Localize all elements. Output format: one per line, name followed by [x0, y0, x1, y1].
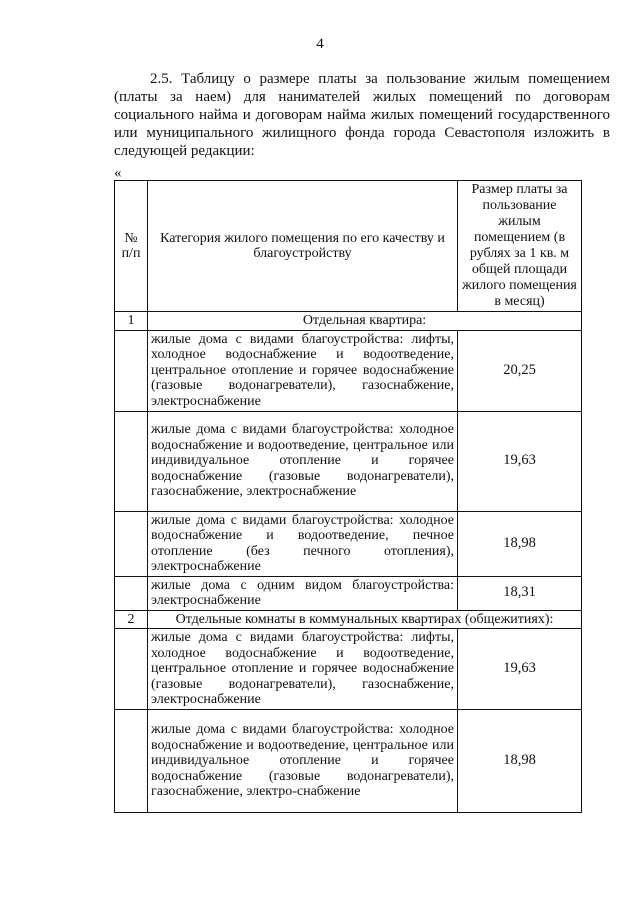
row-number-cell	[115, 710, 148, 813]
table-row	[115, 710, 582, 813]
rent-rate-table	[114, 180, 582, 813]
page-number: 4	[316, 36, 324, 52]
category-cell: жилые дома с видами благоустройства: холодное водоснабжение и водоотведение, печное отопление (без печного отопления), электроснабжение	[148, 511, 458, 576]
rate-cell: 19,63	[458, 629, 582, 710]
table-row	[115, 629, 582, 710]
table-header-row	[115, 181, 582, 312]
rate-cell: 20,25	[458, 330, 582, 411]
row-number-cell	[115, 576, 148, 610]
category-cell: жилые дома с видами благоустройства: лифты, холодное водоснабжение и водоотведение, центральное отопление и горячее водоснабжение (газовые водонагреватели), газоснабжение, электроснабжение	[148, 629, 458, 710]
header-rate: Размер платы за пользование жилым помещением (в рублях за 1 кв. м общей площади жилого помещения в месяц)	[458, 181, 582, 312]
opening-quote-mark: «	[114, 165, 122, 181]
row-number-cell	[115, 330, 148, 411]
table-row	[115, 411, 582, 511]
rate-cell: 18,98	[458, 511, 582, 576]
header-category: Категория жилого помещения по его качеству и благоустройству	[148, 181, 458, 312]
category-cell: жилые дома с видами благоустройства: холодное водоснабжение и водоотведение, центральное или индивидуальное отопление и горячее водоснабжение (газовые водонагреватели), газоснабжение, электроснабжение	[148, 411, 458, 511]
header-number: № п/п	[115, 181, 148, 312]
category-cell: жилые дома с видами благоустройства: холодное водоснабжение и водоотведение, центральное или индивидуальное отопление и горячее водоснабжение (газовые водонагреватели), газоснабжение, электро-снабжение	[148, 710, 458, 813]
section-row-2	[115, 610, 582, 629]
table-row	[115, 330, 582, 411]
section-number: 1	[115, 312, 148, 331]
row-number-cell	[115, 411, 148, 511]
row-number-cell	[115, 511, 148, 576]
section-title: Отдельная квартира:	[148, 312, 582, 331]
row-number-cell	[115, 629, 148, 710]
table-row	[115, 576, 582, 610]
rate-cell: 18,98	[458, 710, 582, 813]
section-title: Отдельные комнаты в коммунальных квартирах (общежитиях):	[148, 610, 582, 629]
rate-cell: 18,31	[458, 576, 582, 610]
category-cell: жилые дома с видами благоустройства: лифты, холодное водоснабжение и водоотведение, центральное отопление и горячее водоснабжение (газовые водонагреватели), газоснабжение, электроснабжение	[148, 330, 458, 411]
section-number: 2	[115, 610, 148, 629]
rate-cell: 19,63	[458, 411, 582, 511]
intro-paragraph: 2.5. Таблицу о размере платы за пользование жилым помещением (платы за наем) для нанимателей жилых помещений по договорам социального найма и договорам найма жилых помещений государственного или муниципального жилищного фонда города Севастополя изложить в следующей редакции:	[114, 71, 610, 159]
table-row	[115, 511, 582, 576]
section-row-1	[115, 312, 582, 331]
category-cell: жилые дома с одним видом благоустройства: электроснабжение	[148, 576, 458, 610]
